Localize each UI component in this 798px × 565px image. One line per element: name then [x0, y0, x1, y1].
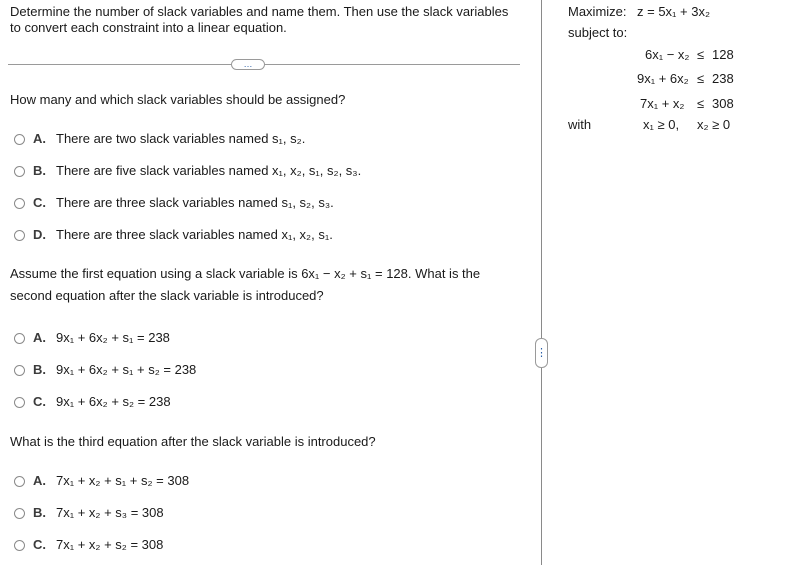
q1-radio-a[interactable]: [14, 134, 25, 145]
constraint-3-lhs: 7x₁ + x₂: [640, 96, 685, 111]
constraint-2-lhs: 9x₁ + 6x₂: [637, 71, 689, 86]
q2-text-b: 9x₁ + 6x₂ + s₁ + s₂ = 238: [56, 362, 197, 377]
nonneg-x2: x₂ ≥ 0: [697, 117, 731, 132]
constraint-1-lhs: 6x₁ − x₂: [645, 47, 690, 62]
constraint-2-relation: ≤: [697, 71, 705, 86]
q1-letter-c: C.: [33, 195, 46, 210]
q2-prompt-line-2: second equation after the slack variable is introduced?: [10, 288, 324, 303]
q2-radio-c[interactable]: [14, 397, 25, 408]
constraint-1-relation: ≤: [697, 47, 705, 62]
q1-prompt: How many and which slack variables should be assigned?: [10, 92, 346, 107]
constraint-2-rhs: 238: [712, 71, 734, 86]
nonneg-x1: x₁ ≥ 0,: [643, 117, 680, 132]
q1-letter-d: D.: [33, 227, 46, 242]
q3-text-b: 7x₁ + x₂ + s₃ = 308: [56, 505, 164, 520]
q2-letter-c: C.: [33, 394, 46, 409]
pane-splitter[interactable]: [541, 0, 542, 565]
constraint-1-rhs: 128: [712, 47, 734, 62]
q3-prompt: What is the third equation after the slack variable is introduced?: [10, 434, 376, 449]
q2-text-c: 9x₁ + 6x₂ + s₂ = 238: [56, 394, 171, 409]
q3-letter-a: A.: [33, 473, 46, 488]
q2-radio-b[interactable]: [14, 365, 25, 376]
q1-text-b: There are five slack variables named x₁, x₂, s₁, s₂, s₃.: [56, 163, 362, 178]
constraint-3-rhs: 308: [712, 96, 734, 111]
splitter-handle[interactable]: [535, 338, 548, 368]
q1-radio-b[interactable]: [14, 166, 25, 177]
q1-letter-b: B.: [33, 163, 46, 178]
ellipsis-icon: …: [243, 59, 253, 69]
show-more-button[interactable]: [231, 59, 265, 70]
q1-radio-d[interactable]: [14, 230, 25, 241]
instructions-line-2: to convert each constraint into a linear equation.: [10, 20, 287, 35]
q1-letter-a: A.: [33, 131, 46, 146]
q2-letter-a: A.: [33, 330, 46, 345]
q3-radio-b[interactable]: [14, 508, 25, 519]
q3-letter-b: B.: [33, 505, 46, 520]
objective-function: z = 5x₁ + 3x₂: [637, 4, 711, 19]
q2-prompt-line-1: Assume the first equation using a slack variable is 6x₁ − x₂ + s₁ = 128. What is the: [10, 266, 481, 281]
maximize-label: Maximize:: [568, 4, 627, 19]
q3-radio-c[interactable]: [14, 540, 25, 551]
q2-letter-b: B.: [33, 362, 46, 377]
q3-radio-a[interactable]: [14, 476, 25, 487]
q3-text-c: 7x₁ + x₂ + s₂ = 308: [56, 537, 164, 552]
with-label: with: [568, 117, 592, 132]
constraint-3-relation: ≤: [697, 96, 705, 111]
q3-text-a: 7x₁ + x₂ + s₁ + s₂ = 308: [56, 473, 190, 488]
q2-radio-a[interactable]: [14, 333, 25, 344]
q1-radio-c[interactable]: [14, 198, 25, 209]
vertical-ellipsis-icon: ⋮: [536, 346, 547, 359]
q1-text-d: There are three slack variables named x₁, x₂, s₁.: [56, 227, 333, 242]
subject-to-label: subject to:: [568, 25, 628, 40]
q1-text-c: There are three slack variables named s₁, s₂, s₃.: [56, 195, 334, 210]
q2-text-a: 9x₁ + 6x₂ + s₁ = 238: [56, 330, 170, 345]
q3-letter-c: C.: [33, 537, 46, 552]
q1-text-a: There are two slack variables named s₁, s₂.: [56, 131, 306, 146]
instructions-line-1: Determine the number of slack variables and name them. Then use the slack variables: [10, 4, 509, 19]
